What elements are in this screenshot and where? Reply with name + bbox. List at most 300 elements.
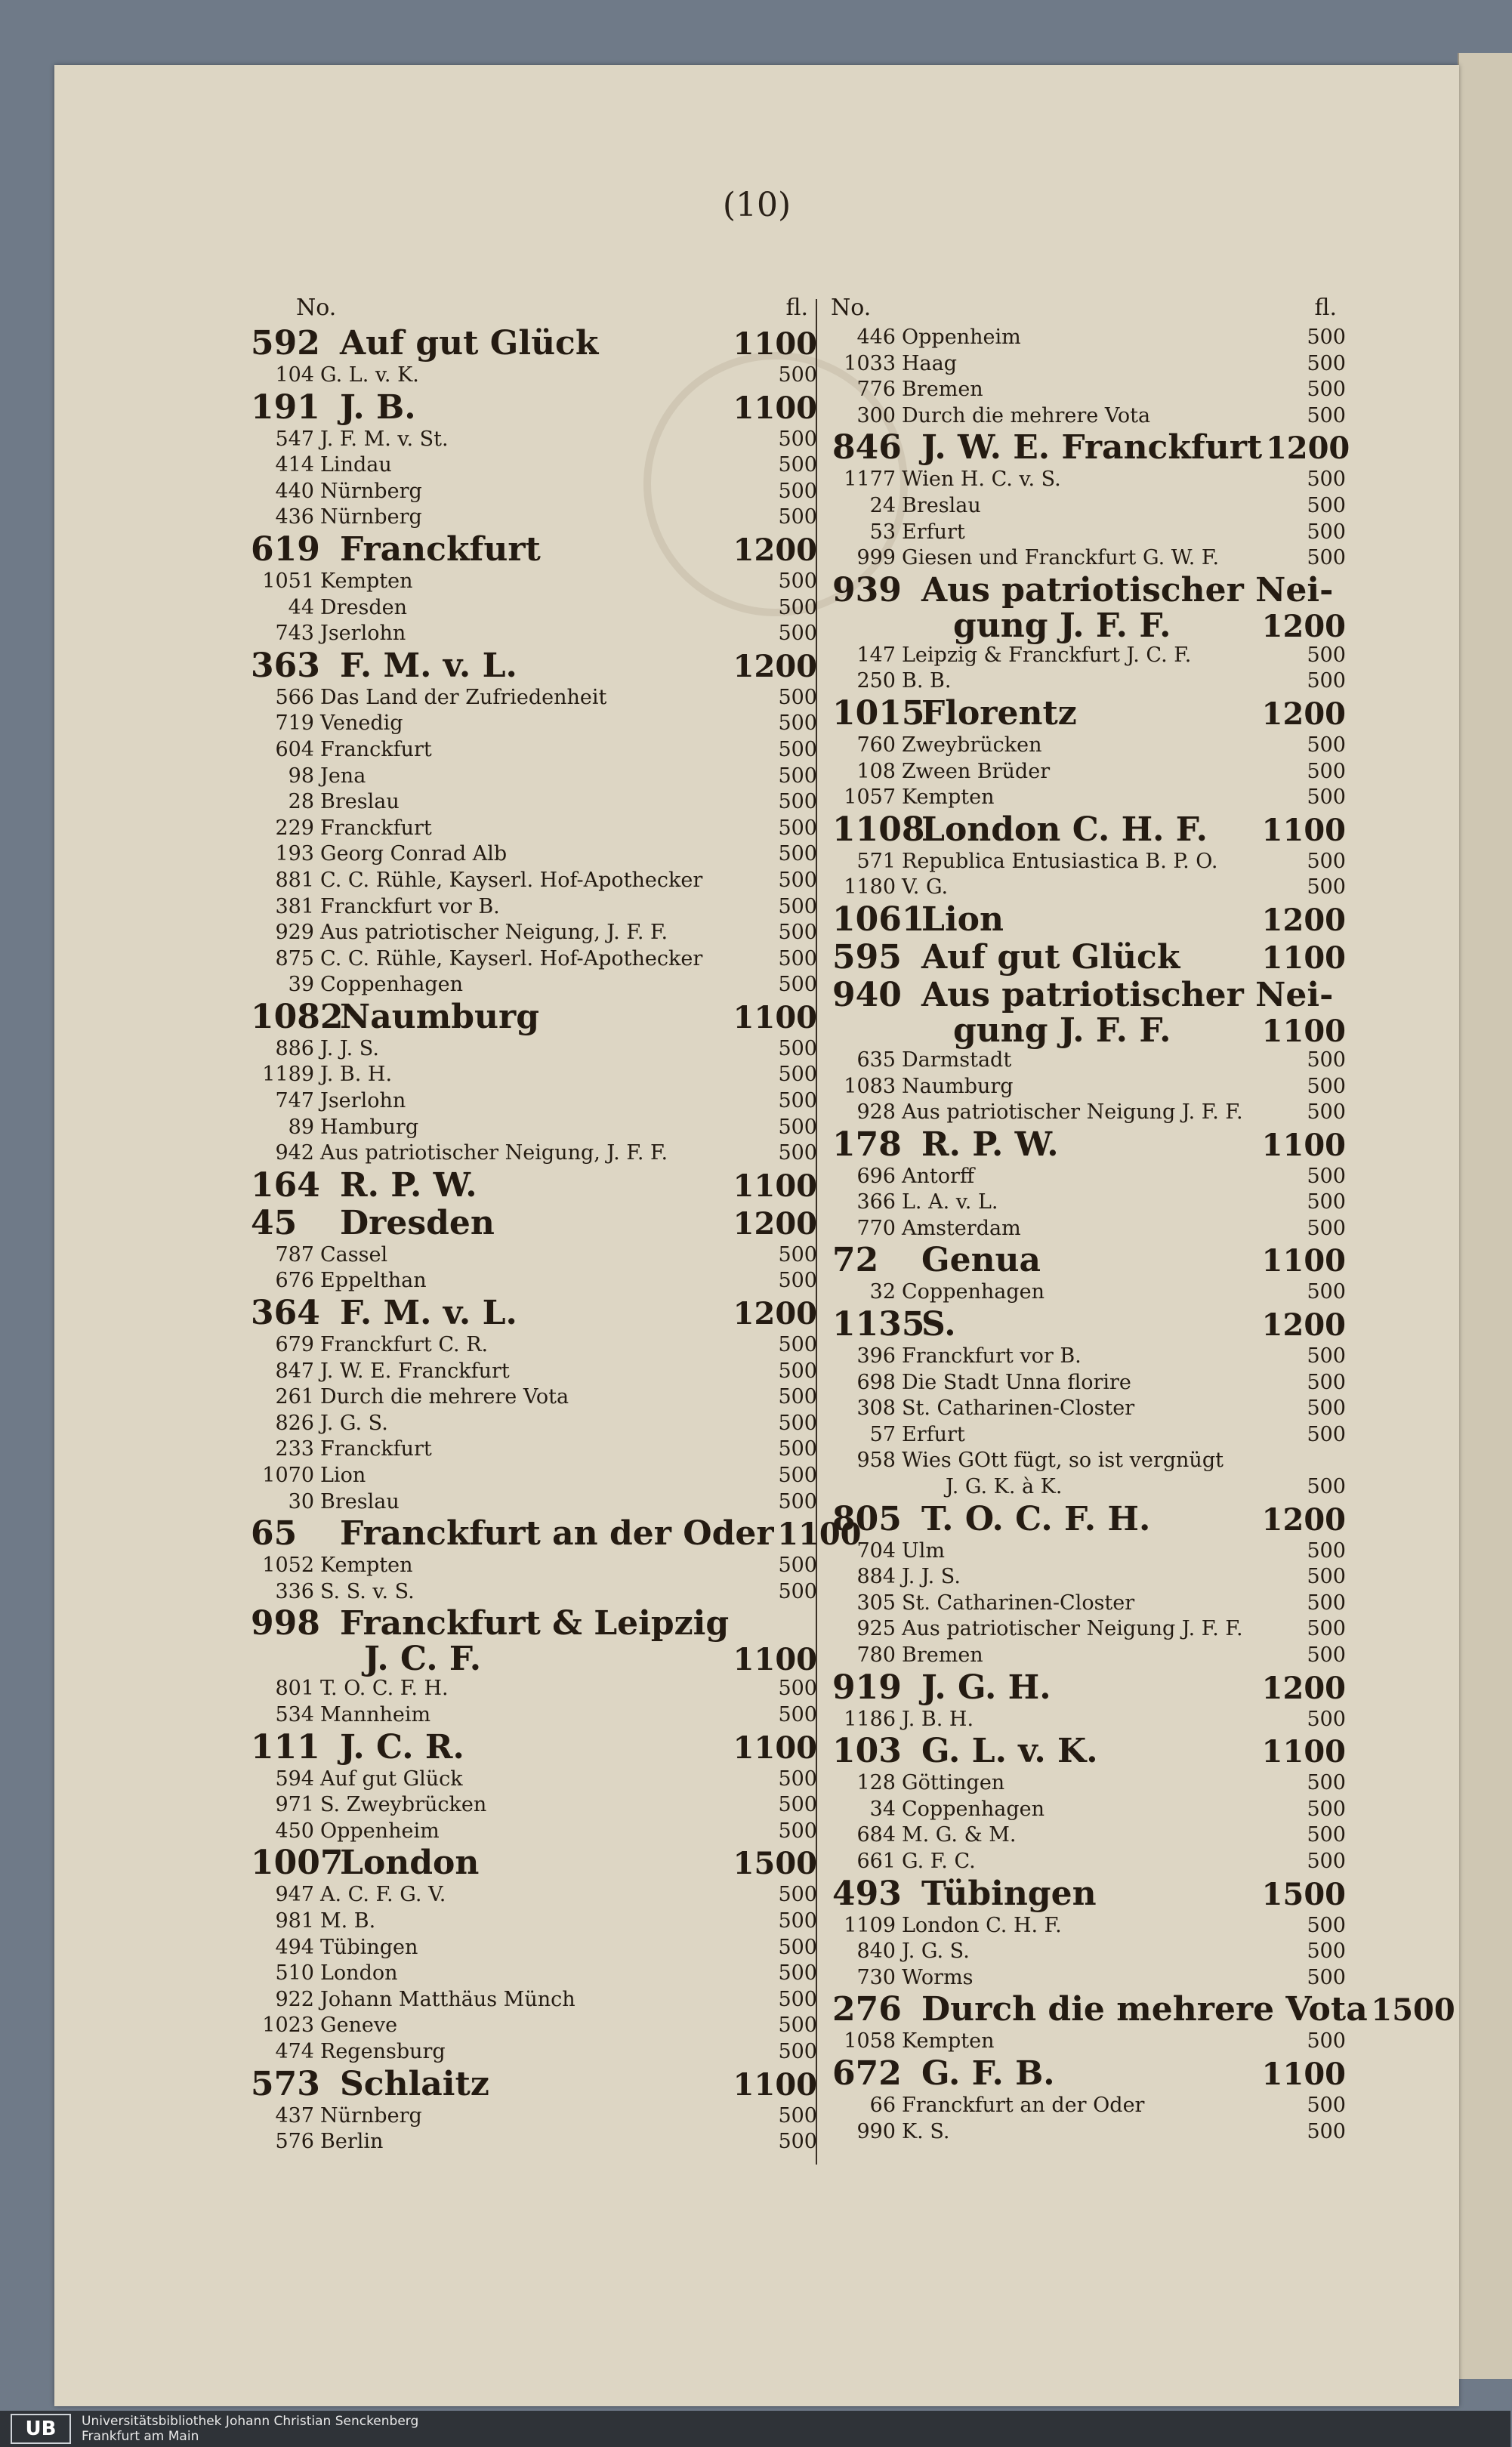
entry-amount: 1200 [733, 648, 817, 684]
entry-amount: 500 [1307, 1422, 1346, 1446]
entry-name: Hamburg [320, 1115, 419, 1139]
lottery-entry [243, 2013, 817, 2039]
entry-amount: 500 [1307, 378, 1346, 402]
entry-amount: 500 [1307, 669, 1346, 693]
entry-name: F. M. v. L. [340, 1294, 517, 1333]
entry-number: 34 [869, 1797, 896, 1821]
entry-name: St. Catharinen-Closter [902, 1591, 1135, 1615]
entry-number: 940 [832, 975, 902, 1014]
lottery-entry [243, 389, 817, 427]
lottery-entry [243, 1115, 817, 1141]
entry-number: 787 [275, 1242, 314, 1267]
entry-name: Zweybrücken [902, 733, 1042, 757]
entry-amount: 500 [1307, 1643, 1346, 1667]
entry-amount: 500 [778, 595, 817, 619]
entry-amount: 500 [1307, 875, 1346, 899]
lottery-entry [243, 920, 817, 946]
entry-amount: 1100 [1261, 812, 1346, 848]
entry-number: 193 [275, 842, 314, 866]
lottery-entry [825, 759, 1346, 785]
entry-number: 89 [288, 1115, 314, 1139]
entry-name: S. S. v. S. [320, 1579, 415, 1603]
entry-amount: 1200 [1261, 696, 1346, 732]
entry-name: Breslau [320, 1489, 400, 1514]
lottery-entry [825, 1669, 1346, 1707]
entry-number: 72 [832, 1241, 879, 1280]
lottery-entry [243, 972, 817, 998]
lottery-entry [825, 325, 1346, 351]
entry-amount: 1200 [733, 532, 817, 568]
lottery-entry [825, 1474, 1346, 1501]
entry-number: 1186 [844, 1707, 896, 1731]
entry-name: Kempten [320, 1554, 413, 1578]
entry-number: 1058 [844, 2029, 896, 2054]
entry-name: Amsterdam [902, 1216, 1021, 1240]
entry-amount: 500 [778, 2039, 817, 2063]
entry-amount: 500 [778, 1489, 817, 1514]
entry-amount: 500 [778, 453, 817, 477]
entry-amount: 500 [1307, 1100, 1346, 1125]
entry-amount: 500 [778, 790, 817, 814]
entry-name: gung J. F. F. [953, 606, 1171, 645]
lottery-entry [243, 1062, 817, 1088]
lottery-entry [243, 1909, 817, 1935]
lottery-entry [825, 1564, 1346, 1591]
entry-amount: 500 [778, 1579, 817, 1603]
lottery-entry [243, 363, 817, 389]
entry-name: Jena [320, 764, 366, 788]
lottery-entry [825, 2055, 1346, 2093]
lottery-entry [243, 595, 817, 622]
entry-name: Franckfurt [320, 816, 432, 840]
lottery-entry [825, 1733, 1346, 1770]
entry-amount: 500 [778, 1437, 817, 1461]
entry-number: 510 [275, 1961, 314, 1986]
entry-name: Aus patriotischer Nei- [921, 570, 1334, 609]
entry-number: 925 [856, 1617, 896, 1641]
entry-amount: 500 [778, 2013, 817, 2038]
entry-amount: 500 [1307, 1707, 1346, 1731]
entry-amount: 500 [1307, 1965, 1346, 1989]
entry-amount: 500 [1307, 1190, 1346, 1214]
entry-number: 396 [856, 1344, 896, 1369]
entry-amount: 500 [778, 764, 817, 788]
entry-name: T. O. C. F. H. [921, 1499, 1151, 1538]
entry-name: Göttingen [902, 1771, 1005, 1795]
entry-number: 730 [856, 1965, 896, 1989]
entry-amount: 500 [778, 868, 817, 892]
entry-amount: 1200 [1261, 902, 1346, 938]
lottery-entry [825, 1965, 1346, 1992]
lottery-entry [243, 1987, 817, 2013]
lottery-entry [243, 1359, 817, 1385]
entry-name: Kempten [902, 2029, 995, 2054]
lottery-entry [243, 569, 817, 595]
entry-amount: 1100 [1261, 1127, 1346, 1163]
entry-number: 261 [275, 1385, 314, 1409]
entry-number: 679 [275, 1333, 314, 1357]
entry-number: 450 [275, 1819, 314, 1843]
entry-amount: 1200 [1261, 1670, 1346, 1706]
entry-amount: 500 [778, 842, 817, 866]
entry-amount: 1100 [1261, 940, 1346, 976]
entry-amount: 500 [778, 1411, 817, 1435]
entry-amount: 500 [1307, 403, 1346, 427]
entry-amount: 500 [1307, 643, 1346, 667]
entry-amount: 500 [1307, 1048, 1346, 1072]
entry-amount: 500 [778, 685, 817, 709]
entry-amount: 500 [778, 1242, 817, 1267]
entry-number: 98 [288, 764, 314, 788]
lottery-entry [243, 816, 817, 842]
entry-amount: 500 [778, 1269, 817, 1293]
lottery-entry [825, 428, 1350, 467]
entry-name: Franckfurt [340, 529, 541, 569]
entry-name: G. F. B. [921, 2054, 1055, 2093]
entry-number: 128 [856, 1771, 896, 1795]
entry-name: Lindau [320, 453, 392, 477]
entry-amount: 500 [778, 1677, 817, 1701]
entry-name: S. Zweybrücken [320, 1793, 487, 1817]
left-column-header [243, 292, 817, 325]
entry-number: 939 [832, 570, 902, 609]
lottery-entry [825, 785, 1346, 811]
lottery-entry [825, 1616, 1346, 1643]
entry-name: Florentz [921, 693, 1077, 733]
entry-number: 1082 [251, 997, 344, 1036]
entry-number: 770 [856, 1216, 896, 1240]
entry-number: 364 [251, 1294, 320, 1333]
entry-number: 801 [275, 1677, 314, 1701]
entry-name: Erfurt [902, 1422, 965, 1446]
entry-name: Leipzig & Franckfurt J. C. F. [902, 643, 1192, 667]
lottery-entry [243, 2039, 817, 2066]
entry-number: 111 [251, 1727, 320, 1767]
entry-number: 661 [856, 1849, 896, 1873]
entry-number: 566 [275, 685, 314, 709]
lottery-entry [825, 811, 1346, 849]
entry-amount: 500 [778, 1385, 817, 1409]
entry-amount: 500 [778, 569, 817, 593]
entry-name: L. A. v. L. [902, 1190, 998, 1214]
entry-name: Auf gut Glück [921, 937, 1180, 977]
lottery-entry [825, 467, 1346, 493]
entry-number: 547 [275, 427, 314, 451]
lottery-entry [243, 1844, 817, 1882]
entry-name: T. O. C. F. H. [320, 1677, 449, 1701]
entry-number: 747 [275, 1089, 314, 1113]
entry-amount: 500 [778, 1935, 817, 1959]
entry-number: 776 [856, 378, 896, 402]
entry-number: 381 [275, 894, 314, 918]
lottery-entry [825, 377, 1346, 403]
entry-name: J. G. S. [902, 1939, 970, 1964]
lottery-entry [243, 1205, 817, 1242]
entry-name: Nürnberg [320, 505, 422, 529]
entry-number: 971 [275, 1793, 314, 1817]
entry-number: 846 [832, 428, 902, 467]
entry-number: 104 [275, 363, 314, 387]
entry-name: Franckfurt vor B. [902, 1344, 1082, 1369]
entry-name: K. S. [902, 2119, 950, 2143]
library-line-1: Universitätsbibliothek Johann Christian Senckenberg [82, 2414, 419, 2429]
entry-name: Aus patriotischer Nei- [921, 975, 1334, 1014]
entry-number: 164 [251, 1165, 320, 1205]
entry-name: Coppenhagen [320, 973, 463, 997]
lottery-entry [243, 1676, 817, 1702]
entry-number: 493 [832, 1874, 902, 1913]
entry-number: 990 [856, 2119, 896, 2143]
lottery-entry [243, 894, 817, 921]
lottery-entry [825, 668, 1346, 695]
entry-number: 840 [856, 1939, 896, 1964]
num-label: No. [831, 295, 872, 321]
entry-amount: 500 [778, 2130, 817, 2154]
entry-number: 1007 [251, 1844, 344, 1883]
entry-name: London C. H. F. [902, 1913, 1062, 1937]
entry-name: Durch die mehrere Vota [320, 1385, 569, 1409]
entry-amount: 1500 [1261, 1876, 1346, 1912]
entry-amount: 500 [1307, 1565, 1346, 1589]
entry-name: R. P. W. [921, 1125, 1059, 1164]
entry-amount: 1200 [733, 1205, 817, 1242]
entry-name: J. J. S. [320, 1036, 379, 1060]
lottery-entry [825, 901, 1346, 939]
entry-name: S. [921, 1305, 956, 1344]
lottery-entry [243, 1579, 817, 1606]
entry-name: F. M. v. L. [340, 646, 517, 685]
entry-number: 1108 [832, 810, 925, 849]
entry-amount: 500 [1307, 733, 1346, 757]
entry-name: Cassel [320, 1242, 388, 1267]
entry-amount: 500 [1307, 1216, 1346, 1240]
entry-amount: 1500 [1371, 1992, 1455, 2029]
entry-number: 233 [275, 1437, 314, 1461]
right-column-header [825, 292, 1346, 325]
lottery-entry [825, 1797, 1346, 1823]
lottery-entry [243, 505, 817, 531]
entry-amount: 500 [1307, 2119, 1346, 2143]
entry-name: Mannheim [320, 1702, 431, 1726]
entry-amount: 1100 [1261, 2056, 1346, 2092]
entry-number: 672 [832, 2054, 902, 2093]
lottery-entry [243, 868, 817, 894]
lottery-entry [825, 1100, 1346, 1126]
entry-number: 780 [856, 1643, 896, 1667]
lottery-entry [243, 621, 817, 647]
entry-name: Die Stadt Unna florire [902, 1370, 1131, 1394]
lottery-entry [825, 1538, 1346, 1565]
entry-name: Durch die mehrere Vota [921, 1990, 1368, 2029]
entry-amount: 500 [778, 505, 817, 529]
entry-number: 53 [869, 520, 896, 544]
entry-number: 308 [856, 1396, 896, 1421]
entry-amount: 500 [1307, 1538, 1346, 1563]
entry-amount: 500 [778, 973, 817, 997]
entry-number: 826 [275, 1411, 314, 1435]
lottery-entry [825, 606, 1346, 645]
lottery-entry [243, 1935, 817, 1961]
lottery-entry [825, 493, 1346, 520]
entry-number: 1057 [844, 785, 896, 810]
entry-amount: 500 [1307, 326, 1346, 349]
lottery-entry [825, 1822, 1346, 1849]
entry-name: London C. H. F. [921, 810, 1208, 849]
lottery-entry [243, 1332, 817, 1359]
document-page [54, 65, 1459, 2406]
entry-number: 1189 [262, 1063, 314, 1087]
entry-number: 474 [275, 2039, 314, 2063]
lottery-entry [825, 1422, 1346, 1449]
entry-amount: 1200 [1265, 430, 1350, 467]
entry-name: J. G. S. [320, 1411, 388, 1435]
entry-name: Franckfurt vor B. [320, 894, 500, 918]
entry-name: G. F. C. [902, 1849, 976, 1873]
entry-amount: 500 [778, 1036, 817, 1060]
lottery-entry [825, 2119, 1346, 2146]
entry-name: J. C. F. [364, 1640, 482, 1679]
entry-amount: 1200 [1261, 608, 1346, 644]
entry-number: 573 [251, 2064, 320, 2103]
lottery-entry [243, 1767, 817, 1793]
lottery-entry [243, 1553, 817, 1579]
entry-name: Franckfurt [320, 1437, 432, 1461]
entry-amount: 1100 [733, 326, 817, 362]
entry-name: St. Catharinen-Closter [902, 1396, 1135, 1421]
entry-number: 363 [251, 646, 320, 685]
lottery-entry [825, 1074, 1346, 1100]
entry-name: B. B. [902, 669, 952, 693]
entry-name: Wies GOtt fügt, so ist vergnügt [902, 1449, 1223, 1473]
entry-amount: 500 [1307, 2093, 1346, 2117]
lottery-entry [243, 1167, 817, 1205]
entry-number: 881 [275, 868, 314, 892]
entry-name: Venedig [320, 711, 403, 736]
entry-amount: 500 [778, 1063, 817, 1087]
entry-name: Kempten [902, 785, 995, 810]
lottery-entry [243, 427, 817, 453]
entry-name: Franckfurt an der Oder [340, 1514, 774, 1554]
lottery-entry [243, 479, 817, 505]
entry-number: 191 [251, 387, 320, 427]
entry-amount: 500 [778, 921, 817, 945]
lottery-entry [243, 789, 817, 816]
entry-number: 704 [856, 1538, 896, 1563]
entry-number: 875 [275, 946, 314, 970]
entry-name: Breslau [320, 790, 400, 814]
entry-name: Auf gut Glück [340, 324, 599, 363]
library-footer [0, 2411, 1510, 2447]
library-line-2: Frankfurt am Main [82, 2429, 199, 2444]
entry-name: Nürnberg [320, 479, 422, 503]
entry-name: Aus patriotischer Neigung, J. F. F. [320, 1141, 668, 1165]
entry-amount: 1100 [1261, 1734, 1346, 1770]
entry-number: 305 [856, 1591, 896, 1615]
entry-name: Republica Entusiastica B. P. O. [902, 849, 1218, 873]
entry-amount: 500 [778, 737, 817, 761]
entry-name: Franckfurt [320, 737, 432, 761]
entry-name: R. P. W. [340, 1165, 477, 1205]
entry-amount: 1200 [1261, 1501, 1346, 1538]
entry-number: 576 [275, 2130, 314, 2154]
entry-name: Johann Matthäus Münch [320, 1987, 575, 2011]
entry-number: 440 [275, 479, 314, 503]
entry-amount: 500 [1307, 1344, 1346, 1369]
entry-name: Breslau [902, 493, 981, 517]
entry-amount: 500 [1307, 1617, 1346, 1641]
entry-number: 1033 [844, 351, 896, 375]
entry-number: 698 [856, 1370, 896, 1394]
entry-amount: 500 [1307, 520, 1346, 544]
lottery-entry [825, 2029, 1346, 2055]
entry-name: Franckfurt an der Oder [902, 2093, 1145, 2117]
entry-name: C. C. Rühle, Kayserl. Hof-Apothecker [320, 868, 703, 892]
entry-amount: 500 [1307, 467, 1346, 492]
entry-name: Ulm [902, 1538, 945, 1563]
entry-amount: 500 [778, 1793, 817, 1817]
lottery-entry [243, 841, 817, 868]
entry-name: J. G. H. [921, 1668, 1051, 1707]
lottery-entry [243, 1489, 817, 1516]
lottery-entry [825, 1875, 1346, 1913]
entry-amount: 1200 [1261, 1307, 1346, 1344]
entry-number: 805 [832, 1499, 902, 1538]
entry-name: Coppenhagen [902, 1280, 1045, 1304]
entry-amount: 500 [778, 1909, 817, 1933]
lottery-entry [243, 737, 817, 764]
entry-amount: 500 [778, 2103, 817, 2128]
entry-amount: 500 [778, 622, 817, 646]
lottery-entry [825, 1990, 1455, 2029]
entry-number: 276 [832, 1990, 902, 2029]
entry-name: Dresden [340, 1203, 495, 1242]
entry-number: 57 [869, 1422, 896, 1446]
entry-amount: 500 [1307, 1591, 1346, 1615]
lottery-entry [243, 1640, 817, 1679]
entry-name: G. L. v. K. [921, 1732, 1098, 1771]
entry-name: M. B. [320, 1909, 376, 1933]
lottery-entry [825, 1849, 1346, 1875]
entry-number: 1015 [832, 693, 925, 733]
lottery-entry [243, 1729, 817, 1767]
lottery-entry [243, 1702, 817, 1729]
entry-number: 594 [275, 1767, 314, 1791]
entry-amount: 500 [778, 1554, 817, 1578]
entry-name: Wien H. C. v. S. [902, 467, 1061, 492]
lottery-entry [825, 1707, 1346, 1733]
entry-number: 1177 [844, 467, 896, 492]
entry-number: 696 [856, 1164, 896, 1188]
lottery-entry [243, 1436, 817, 1463]
amount-label: fl. [785, 295, 808, 321]
lottery-entry [825, 1344, 1346, 1370]
entry-number: 981 [275, 1909, 314, 1933]
entry-number: 336 [275, 1579, 314, 1603]
entry-amount: 500 [1307, 351, 1346, 375]
lottery-entry [825, 849, 1346, 875]
lottery-entry [825, 545, 1346, 572]
entry-amount: 500 [1307, 546, 1346, 570]
entry-amount: 500 [778, 479, 817, 503]
entry-amount: 500 [778, 363, 817, 387]
entry-amount: 500 [778, 1141, 817, 1165]
lottery-entry [825, 1770, 1346, 1797]
entry-name: Franckfurt C. R. [320, 1333, 489, 1357]
lottery-entry [243, 1819, 817, 1845]
entry-amount: 500 [778, 1089, 817, 1113]
entry-name: London [320, 1961, 398, 1986]
entry-amount: 500 [778, 1359, 817, 1383]
